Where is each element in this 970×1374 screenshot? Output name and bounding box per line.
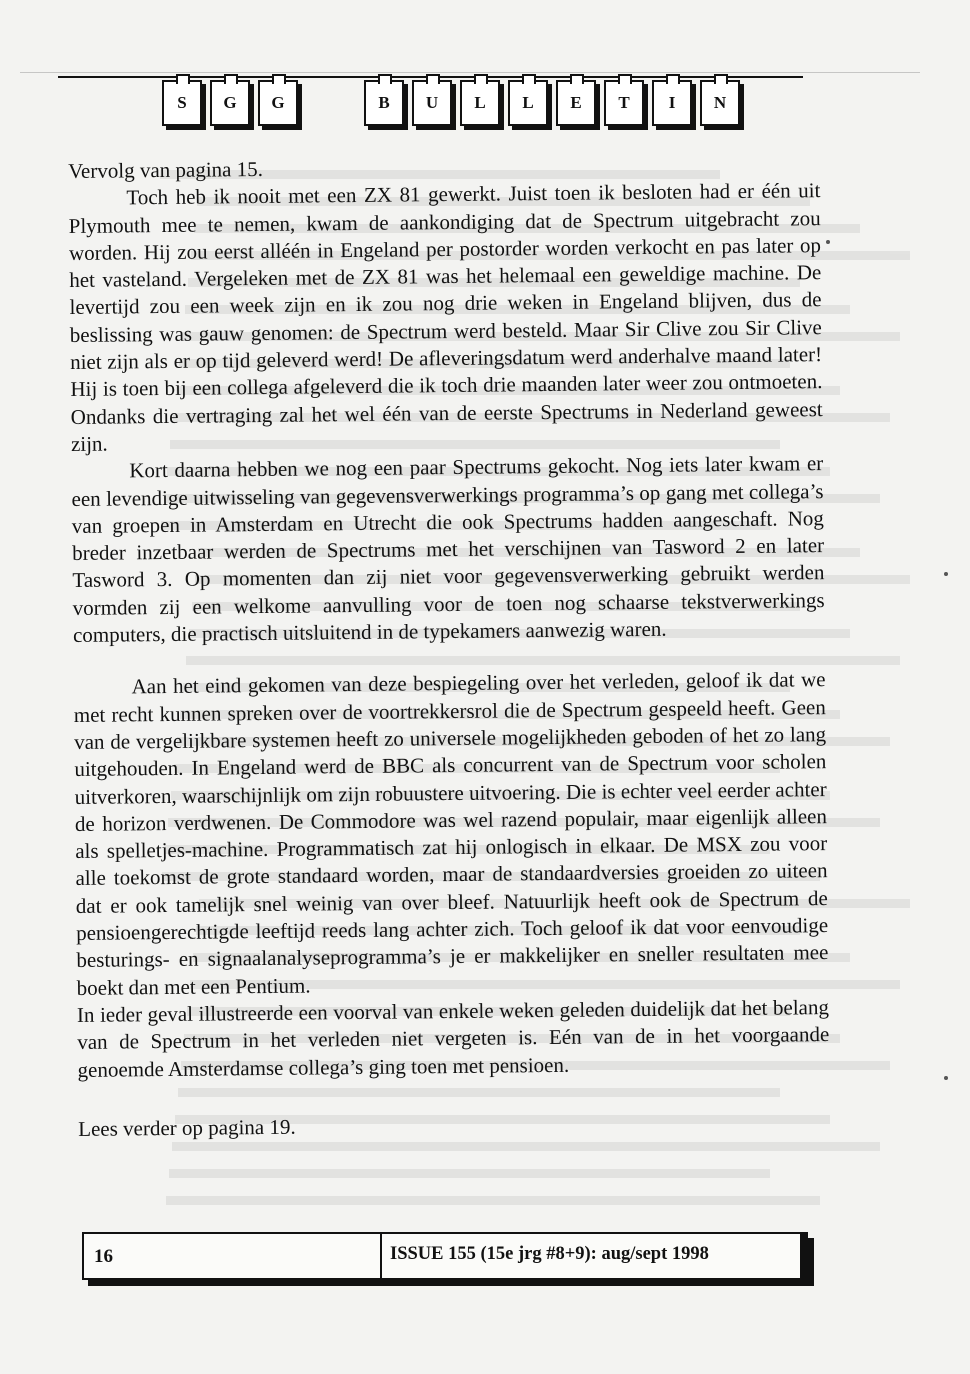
masthead-letter-box: U	[412, 80, 452, 126]
paragraph: In ieder geval illustreerde een voorval van enkele weken geleden duidelijk dat het belang van de Spectrum in het verleden niet vergeten is. Eén van de in het voorgaande genoemde Amsterdamse collega’s ging toen met pensioen.	[76, 994, 830, 1082]
masthead	[0, 80, 970, 140]
paragraph: Toch heb ik nooit met een ZX 81 gewerkt. Juist toen ik besloten had er één uit Plymouth mee te nemen, kwam de aankondiging dat de Spectrum uitgebracht zou worden. Hij zou eerst alléén in Engeland per postorder worden verkocht en pas later op het vasteland. Vergeleken met de ZX 81 was het helemaal een geweldige machine. De levertijd zou een week zijn en ik zou nog drie weken in Engeland blijven, dus de beslissing was gauw genomen: de Spectrum werd besteld. Maar Sir Clive zou Sir Clive niet zijn als er op tijd geleverd werd! De afleveringsdatum werd anderhalve maand later! Hij is toen bij een collega afgeleverd die ik toch drie maanden later weer zou ontmoeten. Ondanks die vertraging zal het wel één van de eerste Spectrums in Nederland geweest zijn.	[68, 178, 823, 456]
show-through-line	[172, 1142, 880, 1151]
scan-speck	[944, 1076, 948, 1080]
issue-info: ISSUE 155 (15e jrg #8+9): aug/sept 1998	[390, 1244, 709, 1264]
masthead-letter-box: B	[364, 80, 404, 126]
masthead-letter-box: L	[460, 80, 500, 126]
masthead-letter-box: G	[258, 80, 298, 126]
masthead-letter-box: G	[210, 80, 250, 126]
masthead-letter-box: T	[604, 80, 644, 126]
masthead-letter-box: L	[508, 80, 548, 126]
top-rule	[20, 72, 920, 73]
article-body	[68, 150, 830, 1143]
footer-divider	[380, 1234, 382, 1278]
masthead-letter-box: E	[556, 80, 596, 126]
show-through-line	[166, 1196, 820, 1205]
page-footer	[82, 1232, 808, 1280]
footer-end-bar	[800, 1234, 806, 1278]
paragraph: Kort daarna hebben we nog een paar Spectrums gekocht. Nog iets later kwam er een levendige uitwisseling van gegevensverwerkings programma’s op gang met collega’s van groepen in Amsterdam en Utrecht die ook Spectrums hadden aangeschaft. Nog breder inzetbaar werden de Spectrums met het verschijnen van Tasword 2 en later Tasword 3. Op momenten dan zij niet voor gegevensverwerking gebruikt werden vormden zij een welkome aanvulling voor de toen nog schaarse tekstverwerkings computers, die practisch uitsluitend in de typekamers aanwezig waren.	[71, 451, 825, 648]
scan-speck	[826, 240, 830, 244]
continued-from-line: Vervolg van pagina 15.	[68, 156, 264, 183]
continued-on-line: Lees verder op pagina 19.	[78, 1114, 296, 1141]
masthead-letter-box: N	[700, 80, 740, 126]
masthead-letter-box: S	[162, 80, 202, 126]
show-through-line	[169, 1169, 770, 1178]
masthead-letter-box: I	[652, 80, 692, 126]
scan-speck	[944, 572, 948, 576]
paragraph: Aan het eind gekomen van deze bespiegeling over het verleden, geloof ik dat we met recht kunnen spreken over de voortrekkersrol die de Spectrum gespeeld heeft. Geen van de vergelijkbare systemen heeft zo universele mogelijkheden geboden of het zo lang uitgehouden. In Engeland werd de BBC als concurrent van de Spectrum voor scholen uitverkoren, waarschijnlijk om zijn robuustere uitvoering. Die is echter veel eerder achter de horizon verdwenen. De Commodore was wel razend populair, maar eigenlijk alleen als spelletjes-machine. Programmatisch zat hij onlogisch in elkaar. De MSX zou voor alle toekomst de grote standaard worden, maar de standaardversies groeiden zo uiteen dat er ook tamelijk snel weinig van over bleef. Natuurlijk heeft ook de Spectrum de pensioengerechtigde leeftijd reeds lang achter zich. Toch geloof ik dat voor eenvoudige besturings- en signaalanalyseprogramma’s je er makkelijker en sneller resultaten mee boekt dan met een Pentium.	[73, 667, 829, 1000]
page-number: 16	[94, 1246, 113, 1267]
